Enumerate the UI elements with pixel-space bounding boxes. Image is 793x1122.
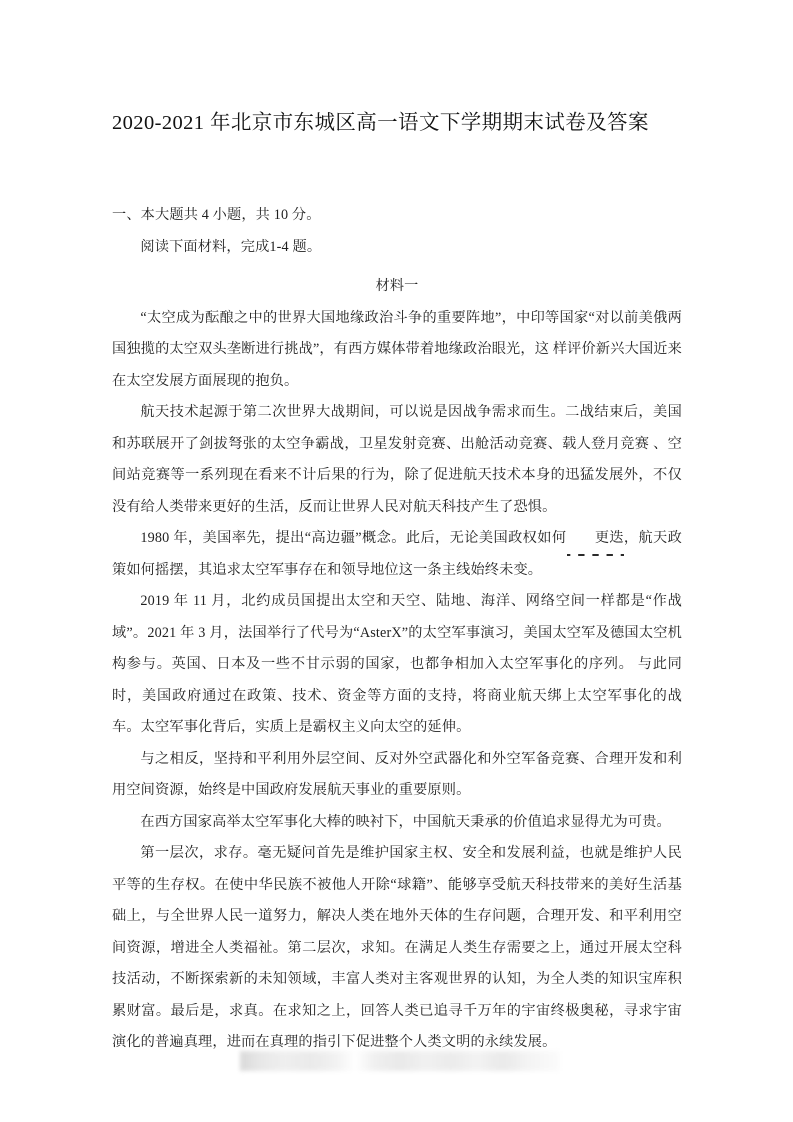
section-heading: 一、本大题共 4 小题，共 10 分。: [112, 207, 321, 223]
emphasis-text-after: ，航天政策如何摇摆，其追求太空军事存在和领导地位这一条主线始终未变。: [112, 530, 682, 578]
reading-instruction: 阅读下面材料，完成1-4 题。: [140, 238, 322, 255]
emphasized-term: 更迭: [567, 523, 624, 555]
emphasis-text-before: 1980 年，美国率先，提出“高边疆”概念。此后，无论美国政权如何: [140, 530, 567, 546]
paragraph-2: 航天技术起源于第二次世界大战期间，可以说是因战争需求而生。二战结束后，美国和苏联展开了剑拔弩张的太空争霸战，卫星发射竞赛、出舱活动竞赛、载人登月竞赛 、空间站竞赛等一系列现在看来不计后果的行为，除了促进航天技术本身的迅猛发展外，不仅没有给人类带来更好的生活，反而让世界人民对航天科技产生了恐惧。: [112, 404, 682, 515]
paragraph-5: 在西方国家高举太空军事化大棒的映衬下，中国航天秉承的价值追求显得尤为可贵。: [140, 813, 671, 830]
document-body: [112, 200, 682, 1059]
material-label: 材料一: [375, 278, 419, 294]
paragraph-3: 2019 年 11 月，北约成员国提出太空和天空、陆地、海洋、网络空间一样都是“作战域”。2021 年 3 月，法国举行了代号为“AsterX”的太空军事演习，美国太空军及德国太空机构参与。英国、日本及一些不甘示弱的国家，也都争相加入太空军事化的序列。 与此同时，美国政府通过在政策、技术、资金等方面的支持，将商业航天绑上太空军事化的战车。太空军事化背后，实质上是霸权主义向太空的延伸。: [112, 593, 682, 735]
paragraph-emphasis: [112, 523, 682, 586]
paragraph-6: 第一层次，求存。毫无疑问首先是维护国家主权、安全和发展利益，也就是维护人民平等的生存权。在使中华民族不被他人开除“球籍”、能够享受航天科技带来的美好生活基础上，与全世界人民一道努力，解决人类在地外天体的生存问题，合理开发、和平利用空间资源，增进全人类福祉。第二层次，求知。在满足人类生存需要之上，通过开展太空科技活动，不断探索新的未知领域，丰富人类对主客观世界的认知，为全人类的知识宝库积累财富。最后是，求真。在求知之上，回答人类已追寻千万年的宇宙终极奥秘，寻求宇宙演化的普遍真理，进而在真理的指引下促进整个人类文明的永续发展。: [112, 845, 682, 1050]
paragraph-4: 与之相反，坚持和平利用外层空间、反对外空武器化和外空军备竞赛、合理开发和利用空间资源，始终是中国政府发展航天事业的重要原则。: [112, 750, 682, 798]
redacted-watermark-band: [240, 1051, 560, 1071]
page-title: 2020-2021 年北京市东城区高一语文下学期期末试卷及答案: [112, 111, 649, 134]
paragraph-1: “太空成为酝酿之中的世界大国地缘政治斗争的重要阵地”，中印等国家“对以前美俄两国独揽的太空双头垄断进行挑战”，有西方媒体带着地缘政治眼光，这 样评价新兴大国近来在太空发展方面展现的抱负。: [112, 309, 682, 389]
spacer: [112, 263, 682, 271]
